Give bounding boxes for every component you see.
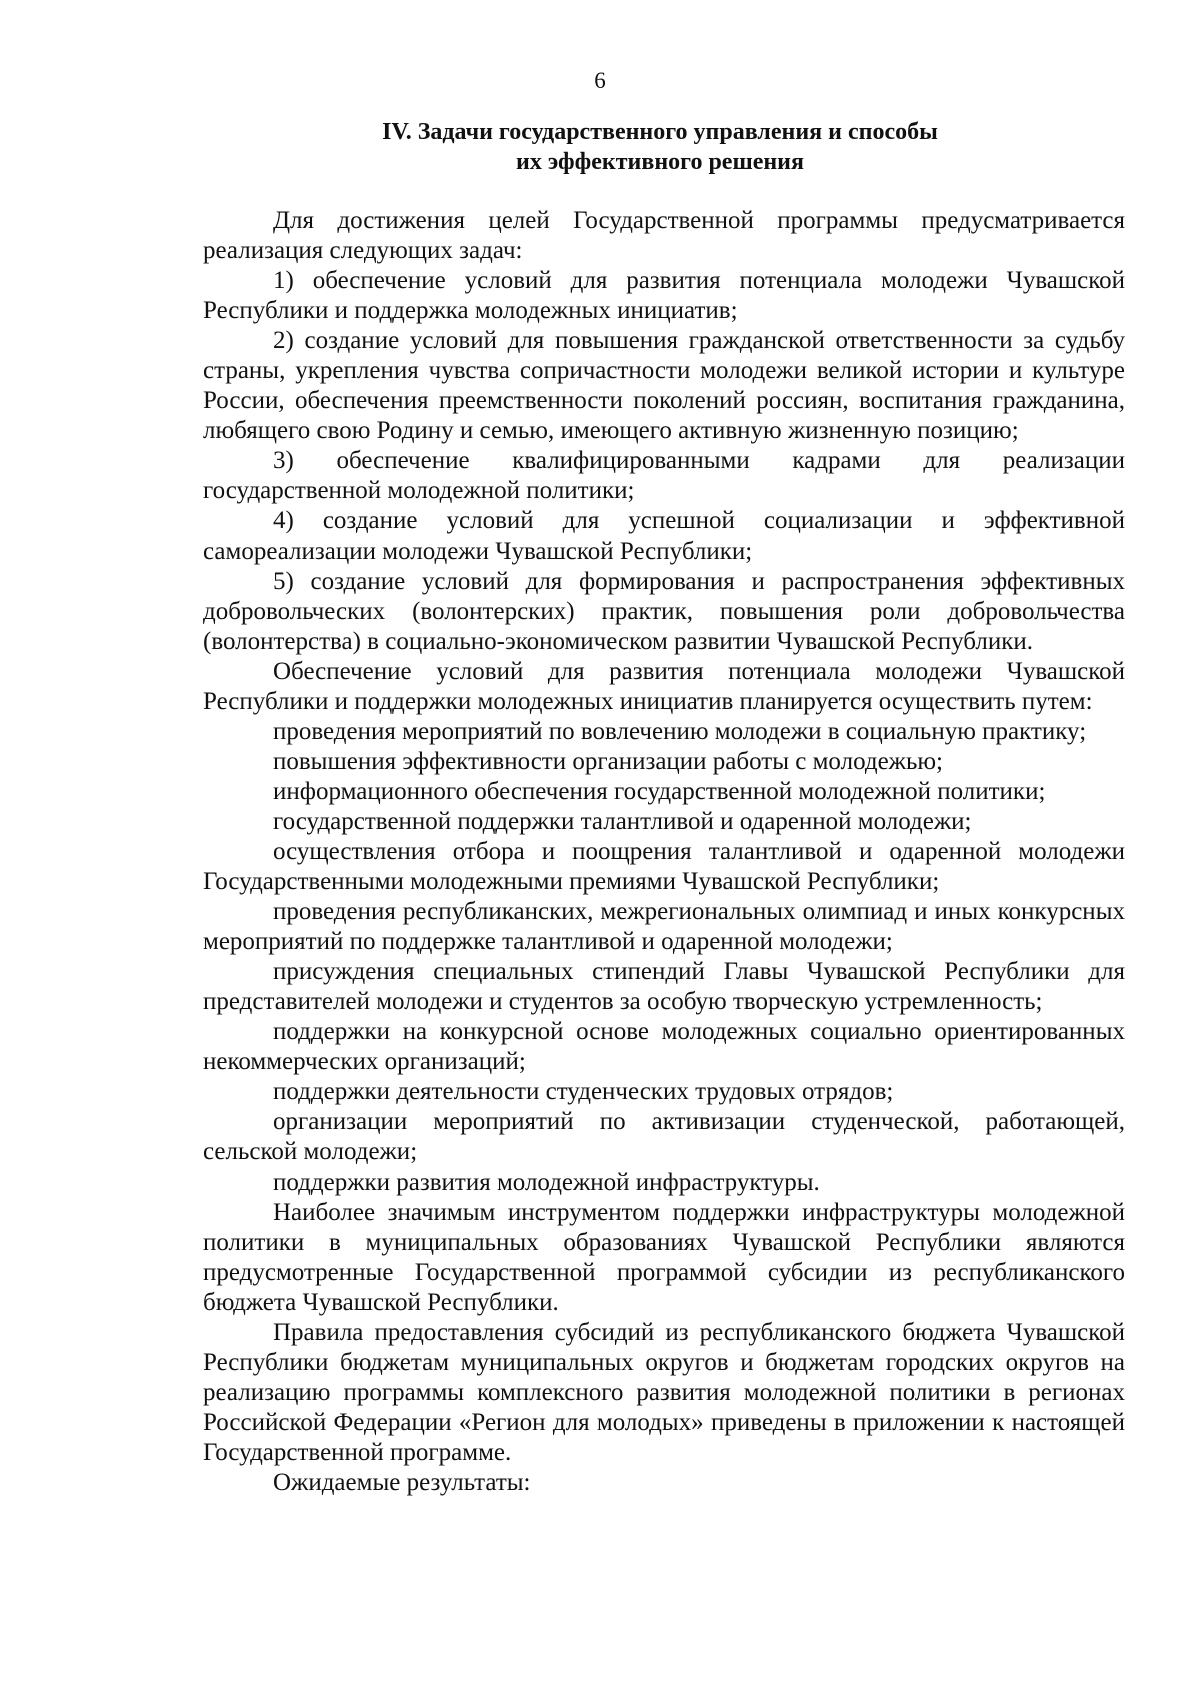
means-item: проведения республиканских, межрегиональных олимпиад и иных конкурсных мероприятий по поддержке талантливой и одаренной молодежи; [203, 898, 1125, 956]
means-item: поддержки деятельности студенческих трудовых отрядов; [273, 1078, 894, 1106]
paragraph-intro: Для достижения целей Государственной программы предусматривается реализация следующих задач: [203, 207, 1125, 265]
means-item: осуществления отбора и поощрения талантливой и одаренной молодежи Государственными молодежными премиями Чувашской Республики; [203, 837, 1125, 896]
means-item: повышения эффективности организации работы с молодежью; [273, 747, 943, 775]
section-heading [200, 117, 1120, 177]
body-text [203, 206, 1125, 1498]
section-heading-line-1: IV. Задачи государственного управления и способы [382, 119, 938, 145]
paragraph-infrastructure: Наиболее значимым инструментом поддержки инфраструктуры молодежной политики в муниципальных образованиях Чувашской Республики являются предусмотренные Государственной программой субсидии из республиканского бюджета Чувашской Республики. [203, 1198, 1125, 1316]
task-item-2: 2) создание условий для повышения гражданской ответственности за судьбу страны, укрепления чувства сопричастности молодежи великой истории и культуре России, обеспечения преемственности поколений россиян, воспитания гражданина, любящего свою Родину и семью, имеющего активную жизненную позицию; [203, 327, 1125, 445]
means-item: присуждения специальных стипендий Главы Чувашской Республики для представителей молодежи и студентов за особую творческую устремленность; [203, 958, 1125, 1016]
section-heading-line-2: их эффективного решения [515, 149, 804, 175]
task-item-4: 4) создание условий для успешной социализации и эффективной самореализации молодежи Чувашской Республики; [203, 507, 1125, 565]
task-item-1: 1) обеспечение условий для развития потенциала молодежи Чувашской Республики и поддержка молодежных инициатив; [203, 267, 1125, 325]
means-item: поддержки развития молодежной инфраструктуры. [273, 1168, 820, 1196]
means-item: проведения мероприятий по вовлечению молодежи в социальную практику; [273, 717, 1087, 745]
paragraph-subsidy-rules: Правила предоставления субсидий из республиканского бюджета Чувашской Республики бюджетам муниципальных округов и бюджетам городских округов на реализацию программы комплексного развития молодежной политики в регионах Российской Федерации «Регион для молодых» приведены в приложении к настоящей Государственной программе. [203, 1318, 1125, 1466]
means-item: организации мероприятий по активизации студенческой, работающей, сельской молодежи; [203, 1108, 1125, 1166]
task-item-5: 5) создание условий для формирования и распространения эффективных добровольческих (волонтерских) практик, повышения роли добровольчества (волонтерства) в социально-экономическом развитии Чувашской Республики. [203, 567, 1125, 655]
task-item-3: 3) обеспечение квалифицированными кадрами для реализации государственной молодежной политики; [203, 447, 1125, 505]
paragraph-means-intro: Обеспечение условий для развития потенциала молодежи Чувашской Республики и поддержки молодежных инициатив планируется осуществить путем: [203, 657, 1125, 715]
means-item: государственной поддержки талантливой и одаренной молодежи; [273, 807, 972, 835]
means-item: поддержки на конкурсной основе молодежных социально ориентированных некоммерческих организаций; [203, 1018, 1125, 1076]
means-item: информационного обеспечения государственной молодежной политики; [273, 777, 1046, 805]
page-number: 6 [594, 68, 606, 93]
paragraph-expected-results: Ожидаемые результаты: [273, 1468, 531, 1496]
